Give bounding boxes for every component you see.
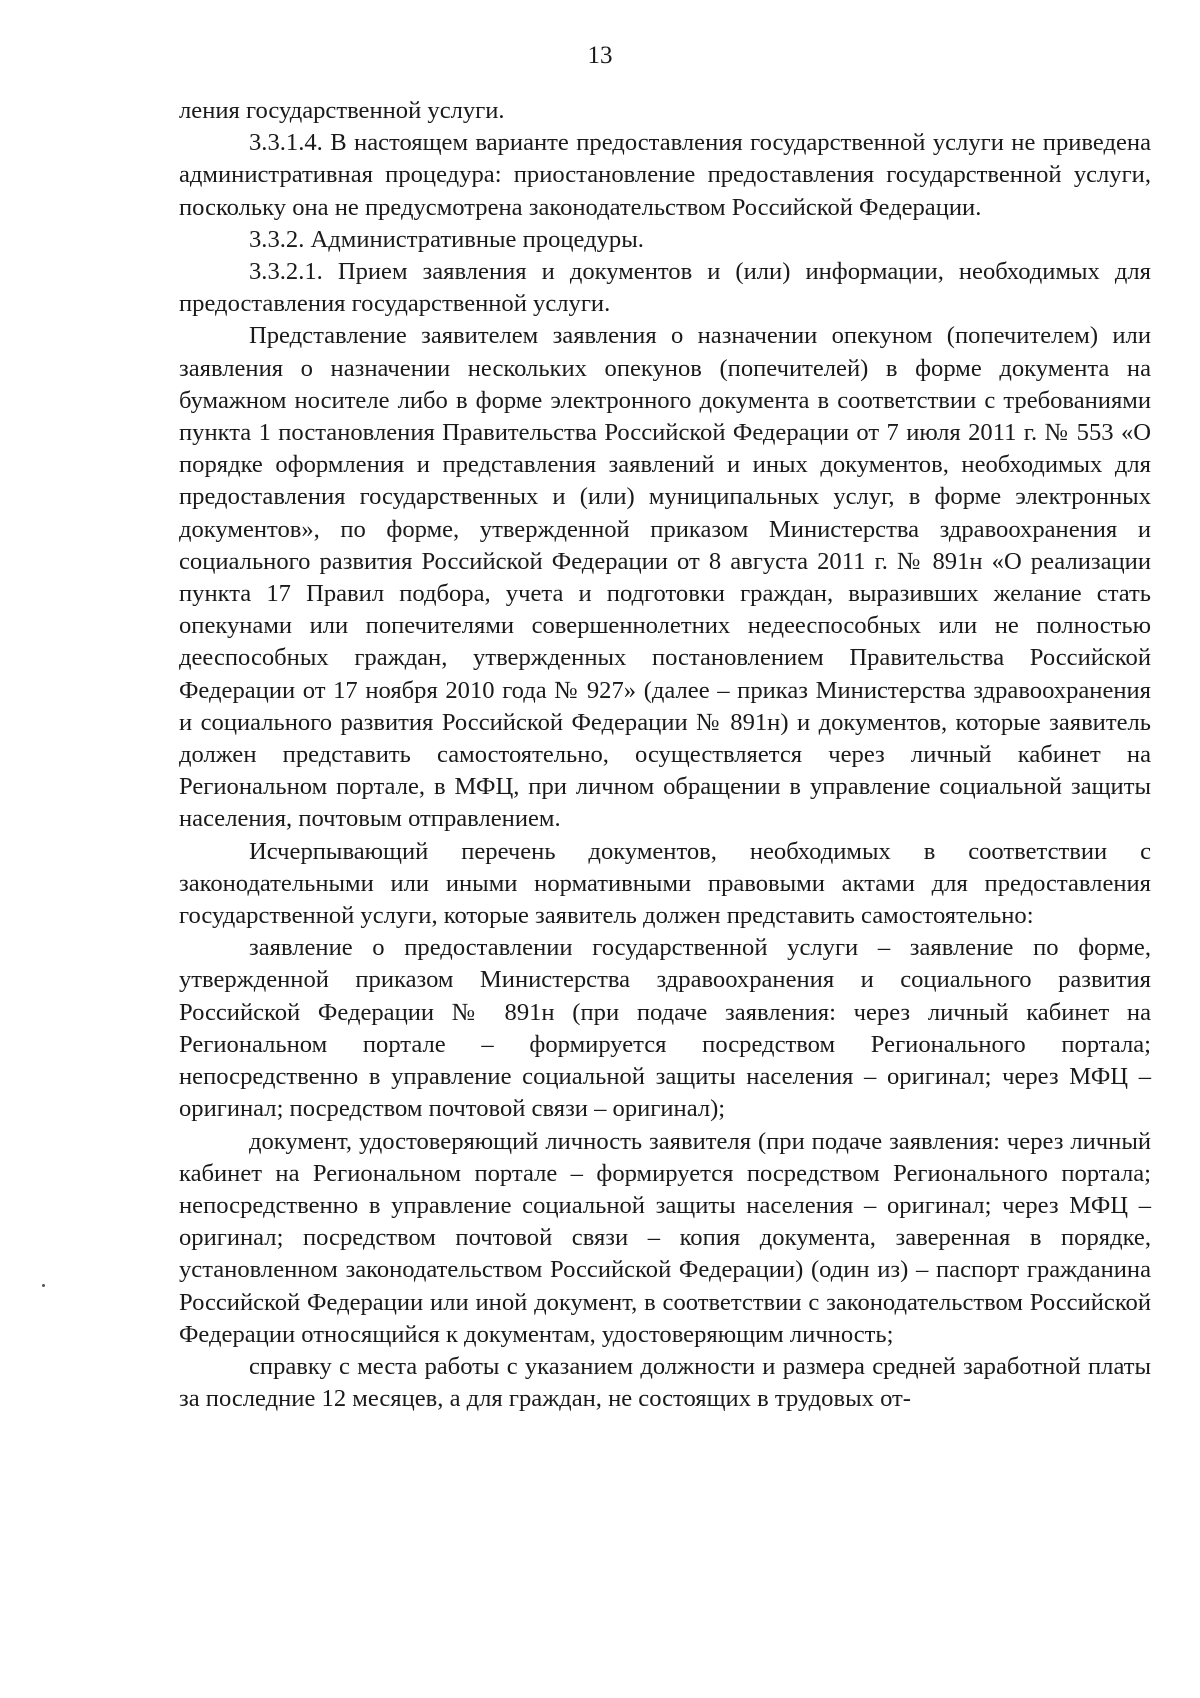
paragraph-3-3-2: 3.3.2. Административные процедуры.	[249, 225, 644, 253]
document-text	[179, 95, 1151, 1415]
list-item-employment-certificate: справку с места работы с указанием должности и размера средней заработной платы за последние 12 месяцев, а для граждан, не состоящих в трудовых от-	[179, 1352, 1151, 1413]
scan-speck	[42, 1284, 45, 1287]
page-number: 13	[587, 42, 613, 69]
list-item-application: заявление о предоставлении государственной услуги – заявление по форме, утвержденной приказом Министерства здравоохранения и социального развития Российской Федерации № 891н (при подаче заявления: через личный кабинет на Региональном портале – формируется посредством Регионального портала; непосредственно в управление социальной защиты населения – оригинал; через МФЦ – оригинал; посредством почтовой связи – оригинал);	[179, 934, 1151, 1123]
paragraph-continuation: ления государственной услуги.	[179, 97, 505, 124]
paragraph-document-list-intro: Исчерпывающий перечень документов, необходимых в соответствии с законодательными или иными нормативными правовыми актами для предоставления государственной услуги, которые заявитель должен представить самостоятельно:	[179, 837, 1151, 930]
paragraph-submission: Представление заявителем заявления о назначении опекуном (попечителем) или заявления о назначении нескольких опекунов (попечителей) в форме документа на бумажном носителе либо в форме электронного документа в соответствии с требованиями пункта 1 постановления Правительства Российской Федерации от 7 июля 2011 г. № 553 «О порядке оформления и представления заявлений и иных документов, необходимых для предоставления государственных и (или) муниципальных услуг, в форме электронных документов», по форме, утвержденной приказом Министерства здравоохранения и социального развития Российской Федерации от 8 августа 2011 г. № 891н «О реализации пункта 17 Правил подбора, учета и подготовки граждан, выразивших желание стать опекунами или попечителями совершеннолетних недееспособных или не полностью дееспособных граждан, утвержденных постановлением Правительства Российской Федерации от 17 ноября 2010 года № 927» (далее – приказ Министерства здравоохранения и социального развития Российской Федерации № 891н) и документов, которые заявитель должен представить самостоятельно, осуществляется через личный кабинет на Региональном портале, в МФЦ, при личном обращении в управление социальной защиты населения, почтовым отправлением.	[179, 322, 1151, 833]
paragraph-3-3-2-1: 3.3.2.1. Прием заявления и документов и (или) информации, необходимых для предоставления государственной услуги.	[179, 258, 1151, 318]
paragraph-3-3-1-4: 3.3.1.4. В настоящем варианте предоставления государственной услуги не приведена административная процедура: приостановление предоставления государственной услуги, поскольку она не предусмотрена законодательством Российской Федерации.	[179, 129, 1151, 221]
list-item-identity-document: документ, удостоверяющий личность заявителя (при подаче заявления: через личный кабинет на Региональном портале – формируется посредством Регионального портала; непосредственно в управление социальной защиты населения – оригинал; через МФЦ – оригинал; посредством почтовой связи – копия документа, заверенная в порядке, установленном законодательством Российской Федерации) (один из) – паспорт гражданина Российской Федерации или иной документ, в соответствии с законодательством Российской Федерации относящийся к документам, удостоверяющим личность;	[179, 1127, 1151, 1348]
